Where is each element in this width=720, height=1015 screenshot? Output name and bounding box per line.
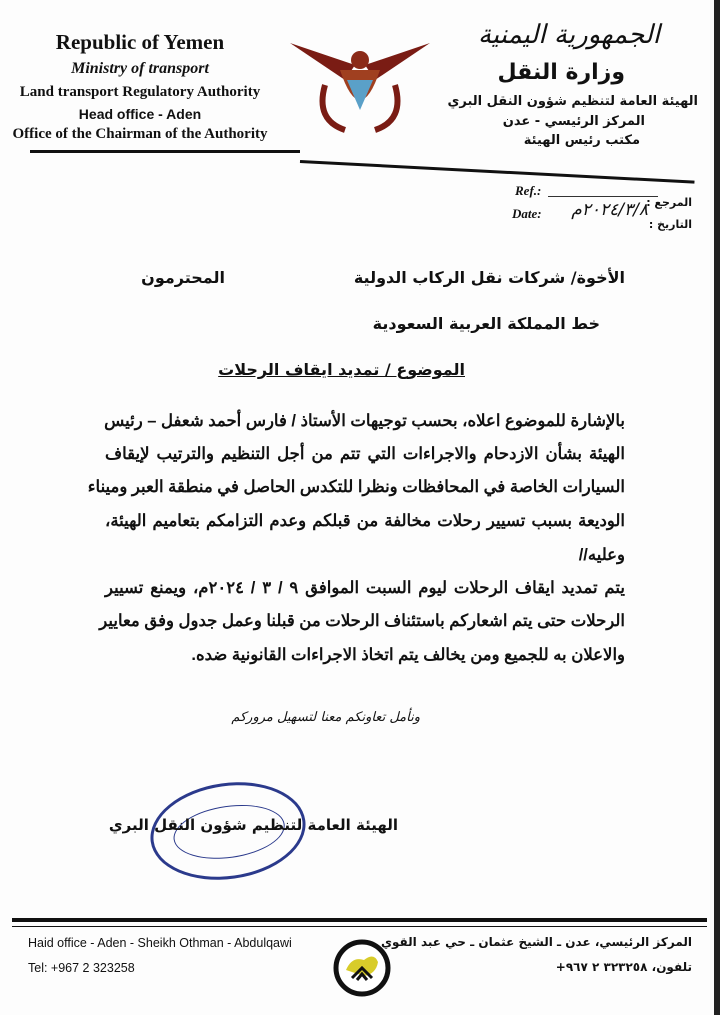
ref-label-en: Ref.: bbox=[515, 183, 542, 198]
header-rule-left bbox=[30, 150, 300, 153]
footer-address-ar: المركز الرئيسي، عدن ـ الشيخ عثمان ـ حي عبد القوي bbox=[380, 935, 692, 949]
header-en-ministry: Ministry of transport bbox=[71, 60, 209, 77]
date-label-ar: التاريخ : bbox=[648, 218, 692, 231]
scan-edge bbox=[714, 0, 720, 1015]
body-line: والاعلان به للجميع ومن يخالف يتم اتخاذ الاجراءات القانونية ضده. bbox=[191, 646, 625, 664]
ref-label-ar: المرجع : bbox=[646, 196, 692, 209]
body-line: الرحلات حتى يتم اشعاركم باستئناف الرحلات من قبلنا وعمل جدول وفق معايير bbox=[99, 612, 625, 630]
date-label-en: Date: bbox=[512, 206, 542, 221]
addressee-line2: خط المملكة العربية السعودية bbox=[372, 314, 600, 333]
body-line: الوديعة بسبب تسيير رحلات مخالفة من قبلكم وعدم التزامكم بتعاميم الهيئة، bbox=[105, 512, 625, 530]
yemen-emblem-icon bbox=[285, 35, 435, 135]
date-value: ٢٠٢٤/٣/٨م bbox=[571, 200, 648, 220]
ref-line bbox=[548, 196, 658, 197]
header-en-country: Republic of Yemen bbox=[55, 30, 225, 54]
closing: ونأمل تعاونكم معنا لتسهيل مروركم bbox=[231, 710, 420, 725]
header-ar-office: المركز الرئيسي - عدن bbox=[502, 114, 645, 129]
addressee-line1: الأخوة/ شركات نقل الركاب الدولية bbox=[353, 268, 625, 287]
signature-authority: الهيئة العامة لتنظيم شؤون النقل البري bbox=[108, 816, 398, 834]
body-line: الهيئة بشأن الازدحام والاجراءات التي تتم من أجل التنظيم والترتيب لإيقاف bbox=[105, 445, 625, 463]
body-line: يتم تمديد ايقاف الرحلات ليوم السبت الموافق ٩ / ٣ / ٢٠٢٤م، ويمنع تسيير bbox=[105, 579, 625, 597]
header-en-office: Head office - Aden bbox=[78, 106, 202, 122]
footer-tel-en: Tel: +967 2 323258 bbox=[28, 961, 135, 975]
footer-rule-thin bbox=[12, 926, 707, 927]
addressee-greeting: المحترمون bbox=[141, 268, 225, 287]
body-line: وعليه// bbox=[578, 546, 625, 564]
header-en-chairman: Office of the Chairman of the Authority bbox=[12, 126, 268, 142]
footer-address-en: Haid office - Aden - Sheikh Othman - Abdulqawi bbox=[28, 936, 292, 950]
footer-rule bbox=[12, 918, 707, 922]
subject: الموضوع / تمديد ايقاف الرحلات bbox=[218, 360, 465, 379]
body-line: السيارات الخاصة في المحافظات ونظرا للتكدس الحاصل في منطقة العبر وميناء bbox=[87, 478, 625, 496]
header-ar-authority: الهيئة العامة لتنظيم شؤون النقل البري bbox=[447, 94, 698, 109]
body-line: بالإشارة للموضوع اعلاه، بحسب توجيهات الأستاذ / فارس أحمد شعفل – رئيس bbox=[104, 412, 625, 430]
footer-tel-ar: تلفون، ٣٢٣٢٥٨ ٢ ٩٦٧+ bbox=[555, 960, 692, 974]
header-ar-chairman: مكتب رئيس الهيئة bbox=[523, 133, 640, 148]
header-ar-ministry: وزارة النقل bbox=[497, 60, 625, 85]
header-en-authority: Land transport Regulatory Authority bbox=[19, 84, 261, 100]
header-ar-country: الجمهورية اليمنية bbox=[477, 20, 660, 50]
header-rule-right bbox=[300, 160, 695, 184]
